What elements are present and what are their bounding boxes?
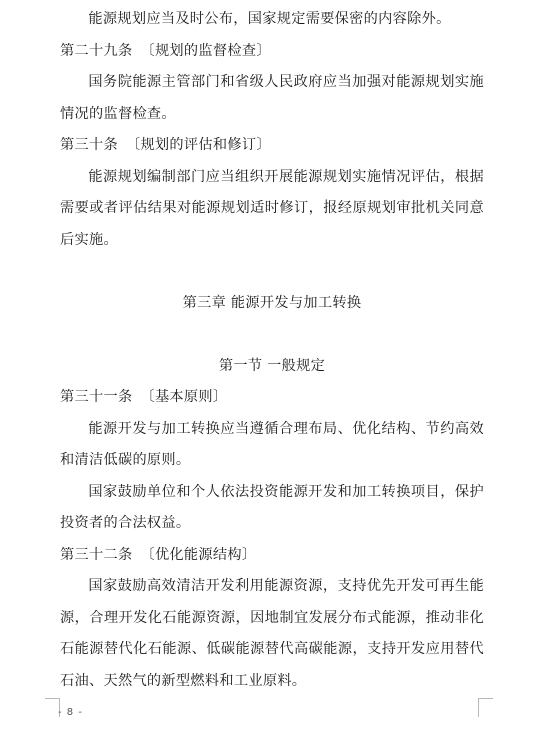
paragraph: 国家鼓励高效清洁开发利用能源资源，支持优先开发可再生能源，合理开发化石能源资源，因地制宜发展分布式能源，推动非化石能源替代化石能源、低碳能源替代高碳能源，支持开发应用替代石油、天然气的新型燃料和工业原料。 [60,578,484,689]
article-title: 〔优化能源结构〕 [140,546,257,563]
article-number: 第三十条 [60,137,118,153]
section-title: 第一节 一般规定 [218,357,326,374]
document-body [60,4,484,697]
blank-line [60,256,484,288]
blank-line [60,319,484,351]
crop-mark-right [478,698,493,717]
chapter-title: 第三章 能源开发与加工转换 [182,294,362,311]
article-heading [60,36,484,68]
article-number: 第二十九条 [60,42,133,59]
article-heading [60,540,484,572]
article-number: 第三十一条 [60,389,133,405]
paragraph: 能源规划应当及时公布，国家规定需要保密的内容除外。 [88,11,451,27]
article-number: 第三十二条 [60,546,133,563]
paragraph: 能源规划编制部门应当组织开展能源规划实施情况评估，根据需要或者评估结果对能源规划适时修订，报经原规划审批机关同意后实施。 [60,168,484,248]
paragraph: 国家鼓励单位和个人依法投资能源开发和加工转换项目，保护投资者的合法权益。 [60,483,484,531]
article-title: 〔规划的评估和修订〕 [125,137,271,153]
article-heading [60,382,484,414]
article-title: 〔基本原则〕 [140,389,228,405]
paragraph: 国务院能源主管部门和省级人民政府应当加强对能源规划实施情况的监督检查。 [60,74,484,122]
page-number: - 8 - [58,707,83,718]
paragraph: 能源开发与加工转换应当遵循合理布局、优化结构、节约高效和清洁低碳的原则。 [60,420,484,468]
article-heading [60,130,484,162]
article-title: 〔规划的监督检查〕 [140,42,271,59]
